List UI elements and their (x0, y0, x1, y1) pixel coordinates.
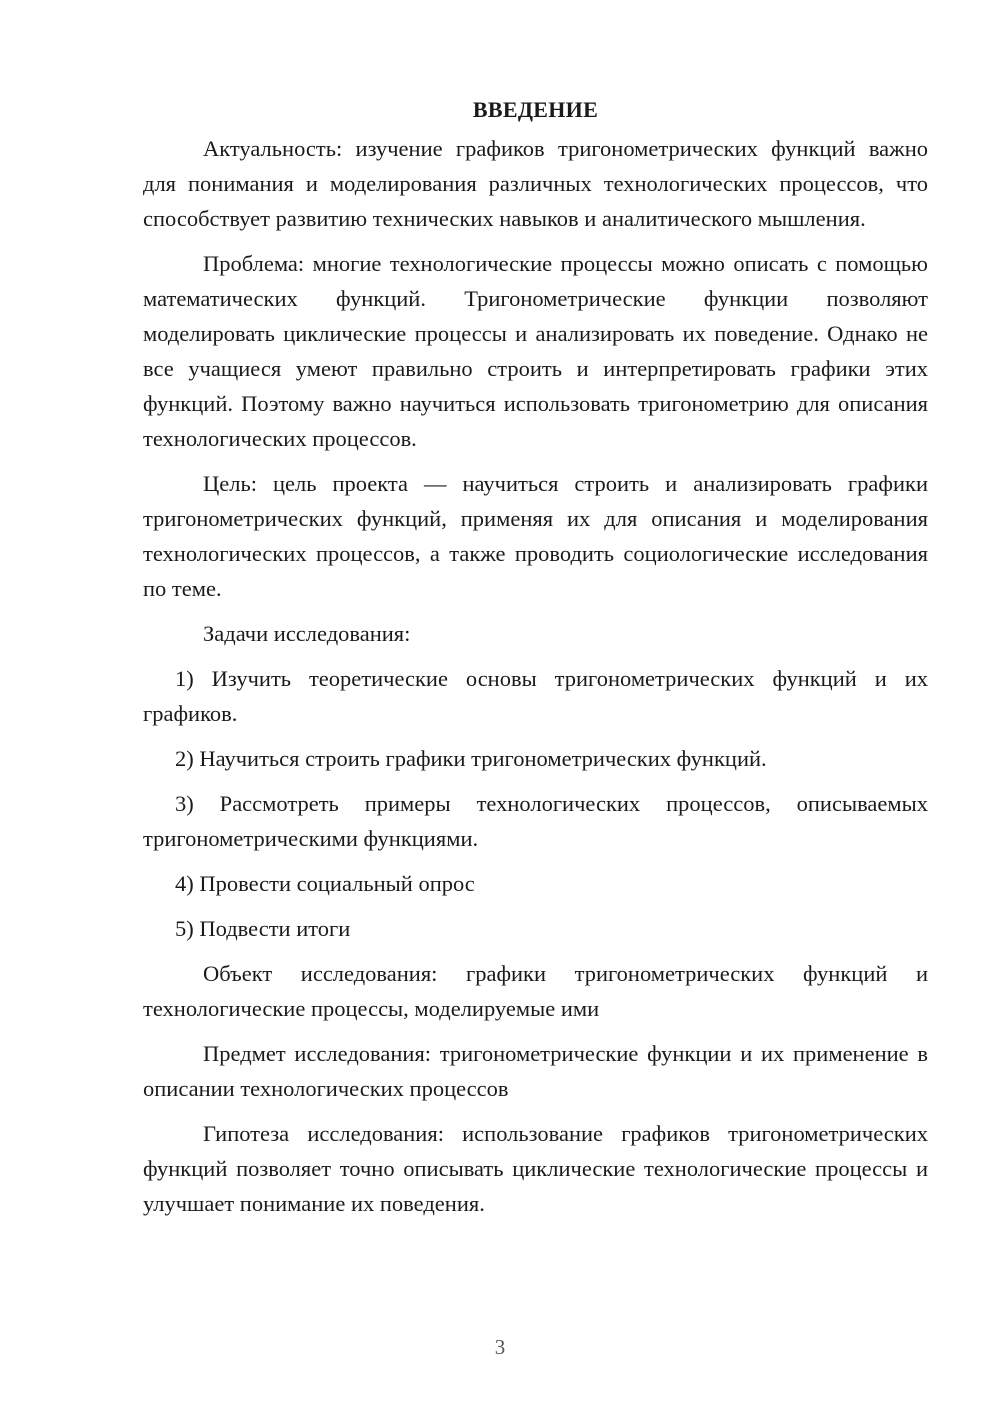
paragraph-object: Объект исследования: графики тригонометрических функций и технологические процессы, моделируемые ими (143, 961, 928, 1021)
task-item-5: 5) Подвести итоги (175, 916, 351, 941)
paragraph-goal: Цель: цель проекта — научиться строить и анализировать графики тригонометрических функций, применяя их для описания и моделирования технологических процессов, а также проводить социологические исследования по теме. (143, 471, 928, 601)
task-item-3: 3) Рассмотреть примеры технологических процессов, описываемых тригонометрическими функциями. (143, 791, 928, 851)
task-item-1: 1) Изучить теоретические основы тригонометрических функций и их графиков. (143, 666, 928, 726)
paragraph-problem: Проблема: многие технологические процессы можно описать с помощью математических функций. Тригонометрические функции позволяют моделировать циклические процессы и анализировать их поведение. Однако не все учащиеся умеют правильно строить и интерпретировать графики этих функций. Поэтому важно научиться использовать тригонометрию для описания технологических процессов. (143, 251, 928, 451)
paragraph-tasks-heading: Задачи исследования: (203, 621, 411, 646)
paragraph-subject: Предмет исследования: тригонометрические функции и их применение в описании технологических процессов (143, 1041, 928, 1101)
section-title: ВВЕДЕНИЕ (472, 97, 599, 122)
document-page (143, 92, 928, 1231)
paragraph-relevance: Актуальность: изучение графиков тригонометрических функций важно для понимания и моделирования различных технологических процессов, что способствует развитию технических навыков и аналитического мышления. (143, 136, 928, 231)
paragraph-hypothesis: Гипотеза исследования: использование графиков тригонометрических функций позволяет точно описывать циклические технологические процессы и улучшает понимание их поведения. (143, 1121, 928, 1216)
page-number: 3 (494, 1335, 506, 1359)
task-item-2: 2) Научиться строить графики тригонометрических функций. (175, 746, 767, 771)
task-item-4: 4) Провести социальный опрос (175, 871, 475, 896)
